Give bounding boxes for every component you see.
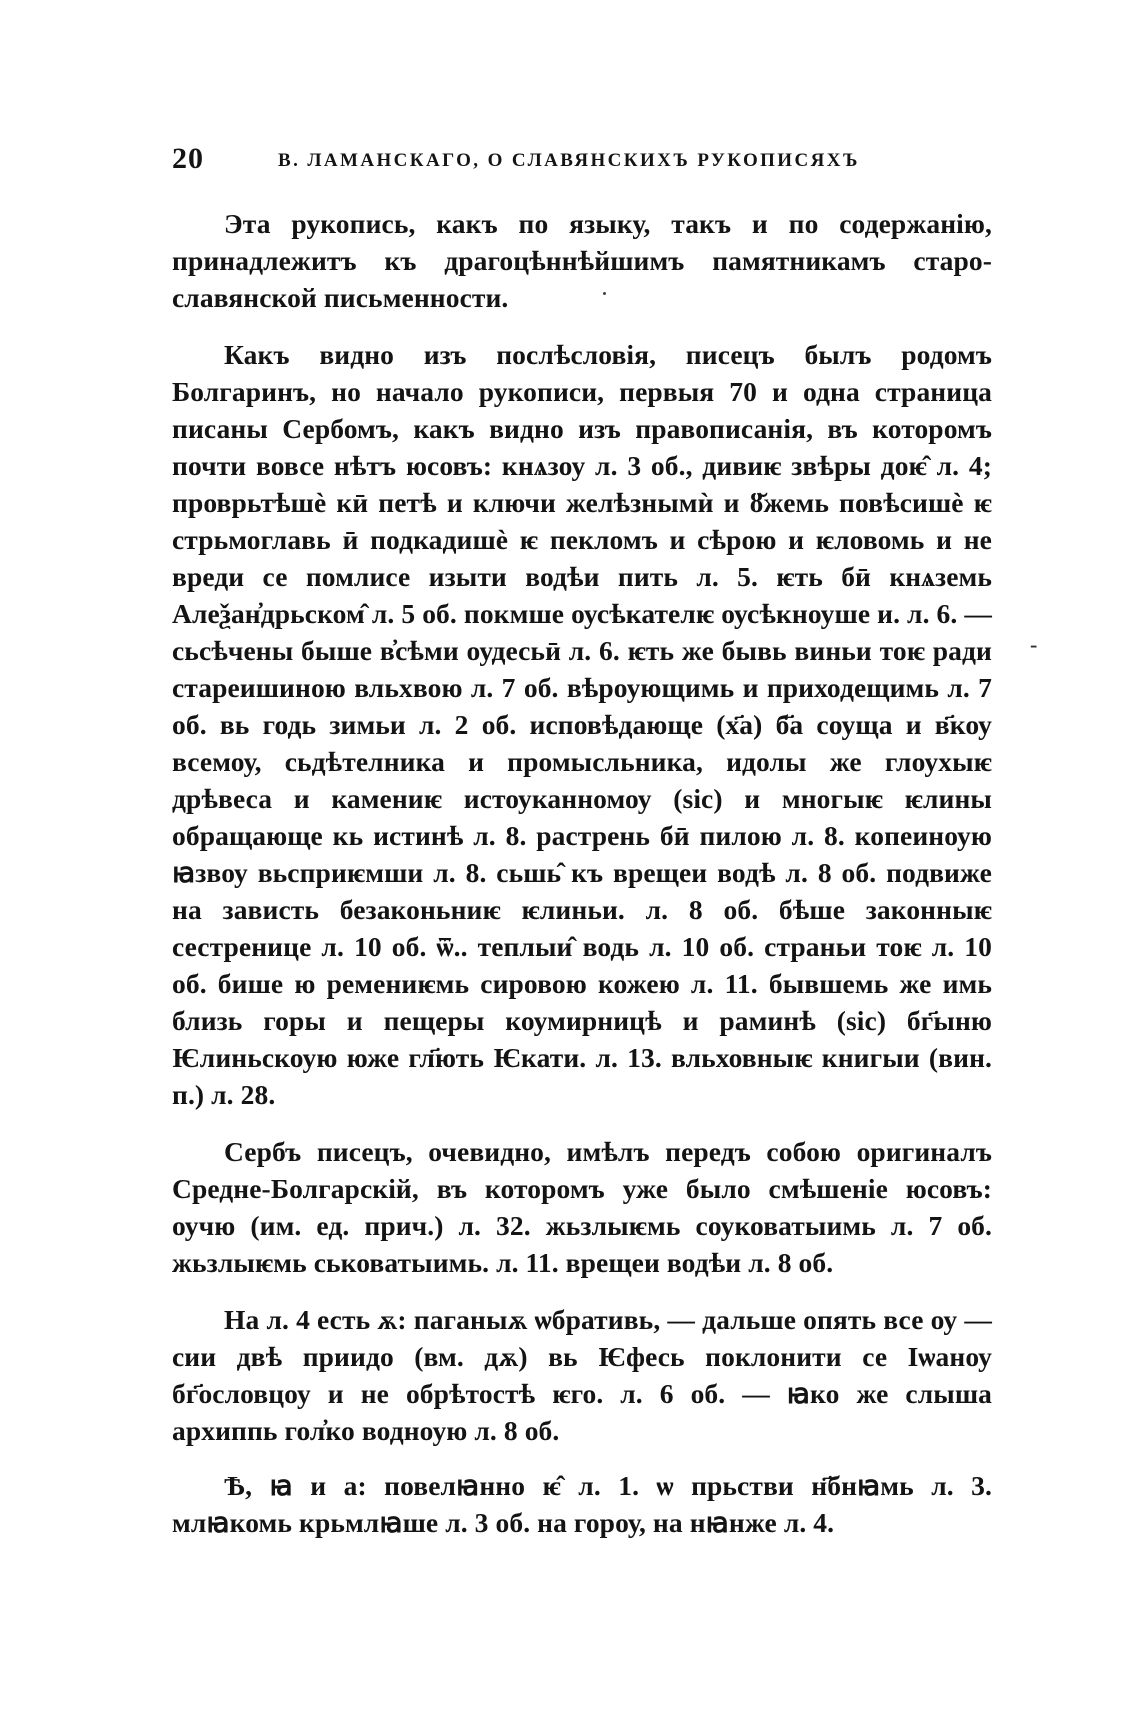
page-header [172, 142, 992, 182]
body-text [172, 205, 992, 1561]
paragraph-scribe-origin: Какъ видно изъ послѣсловія, писецъ былъ родомъ Болгаринъ, но начало рукописи, первыя 70 и одна страница писаны Сербомъ, какъ видно изъ правописанія, въ которомъ почти вовсе нѣтъ юсовъ: кнѧзоу л. 3 об., дивиѥ звѣры доѥ̂ л. 4; проврьтѣшѐ кӣ петѣ и ключи желѣзнымѝ и ȣ̆жемь повѣсишѐ ѥ стрьмоглавь ӣ подкадишѐ ѥ пекломъ и сѣрою и ѥловомь и не вреди се помлисе изыти водѣи пить л. 5. ѥть бӣ кнѧземь Алеѯан̓дрьском̂ л. 5 об. покмше оусѣкателѥ оусѣкноуше и. л. 6. — сьсѣчены быше в̓сѣми оудесьӣ л. 6. ѥть же бывь виньи тоѥ ради стареишиною вльхвою л. 7 об. вѣроующимь и приходещимь л. 7 об. вь годь зимьи л. 2 об. исповѣдающе (х҃а) б҃а соуща и в҃коу всемоу, сьдѣтелника и промысльника, идолы же глоухыѥ дрѣвеса и камениѥ истоуканномоу (sic) и многыѥ ѥлины обращающе кь истинѣ л. 8. растрень бӣ пилою л. 8. копеиноую ꙗзвоу вьсприѥмши л. 8. сьшь̂ къ врещеи водѣ л. 8 об. подвиже на зависть безаконьниѥ ѥлиньи. л. 8 об. бѣше законныѥ сестренице л. 10 об. ѿ.. теплыи̂ водь л. 10 об. страньи тоѥ л. 10 об. бише ю ремениѥмь сировою кожею л. 11. бывшемь же имь близь горы и пещеры коумирницѣ и раминѣ (sic) бг҃ыню Ѥлиньскоую юже гл҃ють Ѥкати. л. 13. вльховныѥ книгыи (вин. п.) л. 28. [172, 339, 992, 1110]
page-number: 20 [172, 142, 204, 175]
paragraph-yus-usage: На л. 4 есть ѫ: паганыѫ ѡбративь, — дальше опять все оу — сии двѣ приидо (вм. дѫ) вь Ѥфесь поклонити се Іѡаноу бг҃ословцоу и не обрѣтостѣ ѥго. л. 6 об. — ꙗко же слыша архиппь гол̓ко водноую л. 8 об. [172, 1304, 992, 1446]
running-head: В. ЛАМАНСКАГО, О СЛАВЯНСКИХЪ РУКОПИСЯХЪ [278, 150, 860, 171]
margin-mark: - [1030, 632, 1038, 657]
paragraph-intro: Эта рукопись, какъ по языку, такъ и по содержанію, принадлежитъ къ драгоцѣннѣйшимъ памятникамъ старо-славянской письменности. [172, 208, 992, 313]
paragraph-yat-forms: Ѣ, ꙗ и а: повелꙗнно ѥ̂ л. 1. ѡ прьстви н҃бнꙗмь л. 3. млꙗкомь крьмлꙗше л. 3 об. на гороу, на нꙗнже л. 4. [172, 1470, 992, 1538]
paragraph-serbian-scribe: Сербъ писецъ, очевидно, имѣлъ передъ собою оригиналъ Средне-Болгарскій, въ которомъ уже было смѣшеніе юсовъ: оучю (им. ед. прич.) л. 32. жьзлыѥмь соуковатыимь л. 7 об. жьзлыѥмь ськоватыимь. л. 11. врещеи водѣи л. 8 об. [172, 1136, 992, 1278]
